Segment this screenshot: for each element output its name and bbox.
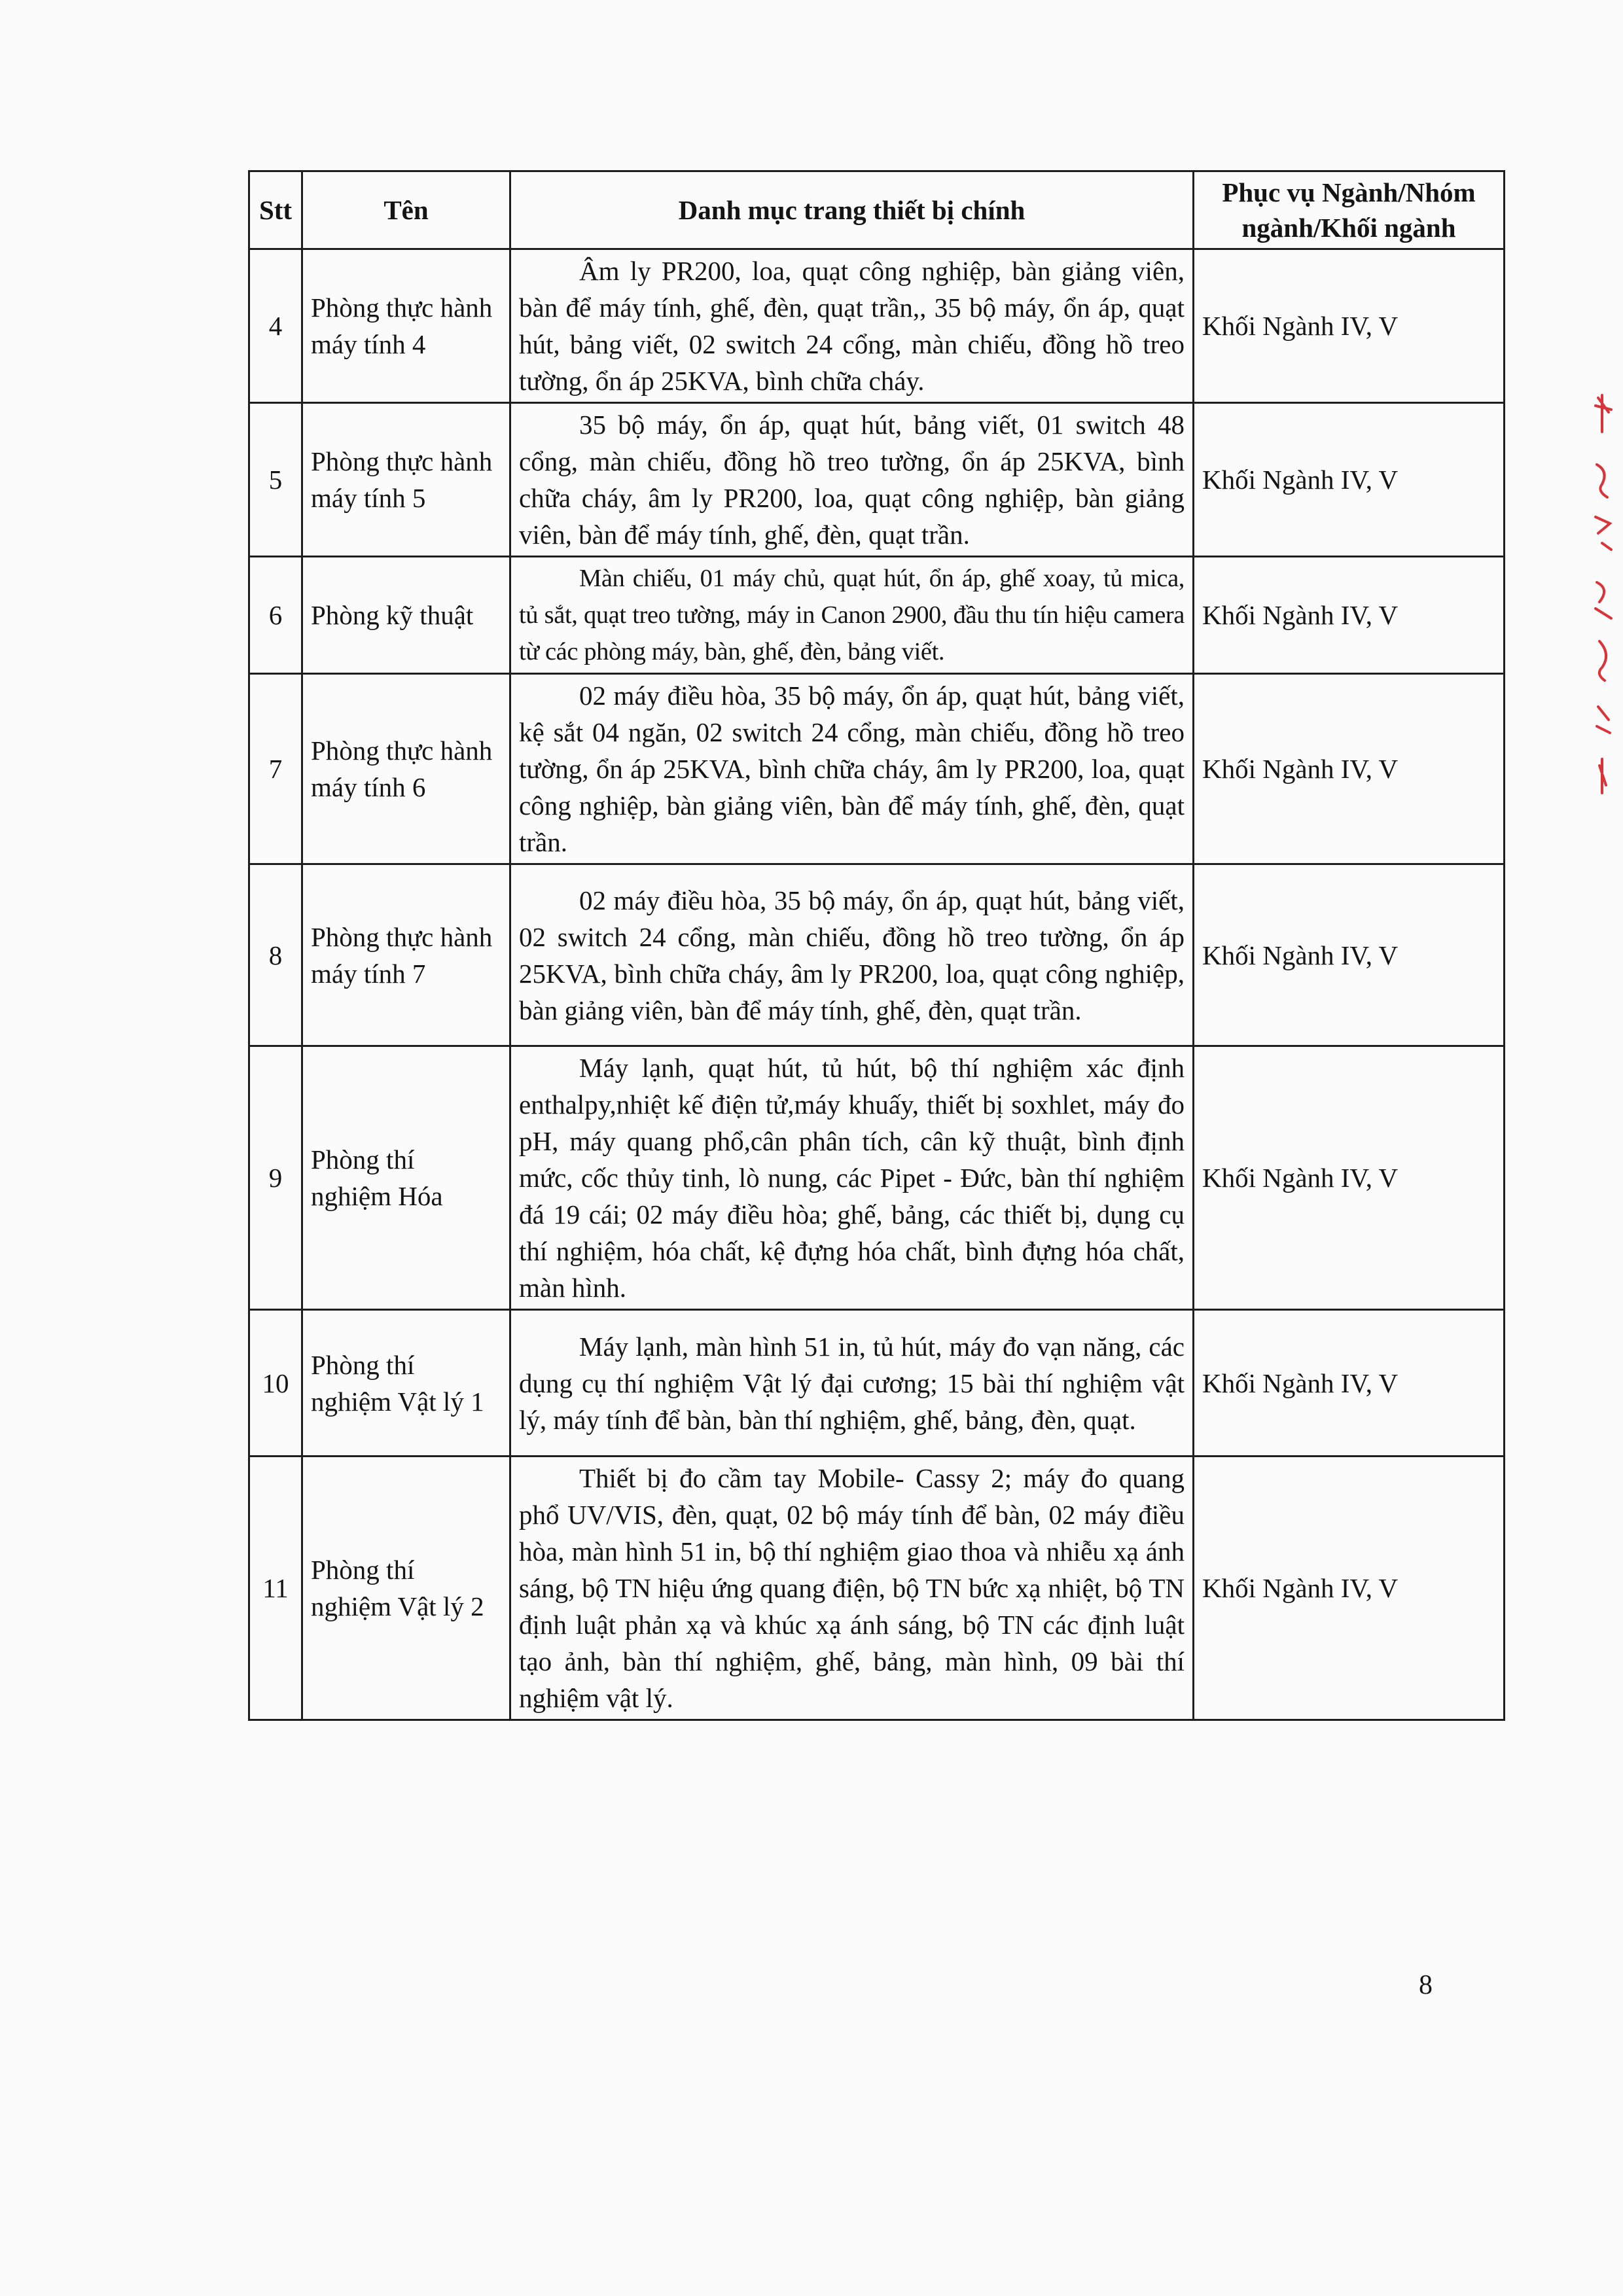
table-header-row: [249, 171, 1505, 249]
row-stt: 6: [249, 557, 302, 674]
handwritten-margin-note: [1582, 393, 1622, 798]
row-name: Phòng thực hành máy tính 7: [302, 864, 510, 1046]
table-row: [249, 1046, 1505, 1310]
row-name: Phòng thí nghiệm Vật lý 2: [302, 1457, 510, 1720]
row-serves: Khối Ngành IV, V: [1194, 864, 1505, 1046]
equipment-table: [248, 170, 1505, 1721]
row-serves: Khối Ngành IV, V: [1194, 674, 1505, 864]
row-stt: 4: [249, 249, 302, 403]
row-name: Phòng thực hành máy tính 6: [302, 674, 510, 864]
row-stt: 9: [249, 1046, 302, 1310]
row-equipment: 35 bộ máy, ổn áp, quạt hút, bảng viết, 01 switch 48 cổng, màn chiếu, đồng hồ treo tường, ổn áp 25KVA, bình chữa cháy, âm ly PR200, loa, quạt công nghiệp, bàn giảng viên, bàn để máy tính, ghế, đèn, quạt trần.: [510, 403, 1194, 557]
row-equipment: Màn chiếu, 01 máy chủ, quạt hút, ổn áp, ghế xoay, tủ mica, tủ sắt, quạt treo tường, máy in Canon 2900, đầu thu tín hiệu camera từ các phòng máy, bàn, ghế, đèn, bảng viết.: [510, 557, 1194, 674]
row-stt: 5: [249, 403, 302, 557]
table-row: [249, 1310, 1505, 1457]
table-row: [249, 864, 1505, 1046]
row-equipment: Máy lạnh, quạt hút, tủ hút, bộ thí nghiệm xác định enthalpy,nhiệt kế điện tử,máy khuấy, thiết bị soxhlet, máy đo pH, máy quang phổ,cân phân tích, cân kỹ thuật, bình định mức, cốc thủy tinh, lò nung, các Pipet - Đức, bàn thí nghiệm đá 19 cái; 02 máy điều hòa; ghế, bảng, các thiết bị, dụng cụ thí nghiệm, hóa chất, kệ đựng hóa chất, bình đựng hóa chất, màn hình.: [510, 1046, 1194, 1310]
header-name: Tên: [302, 171, 510, 249]
row-name: Phòng thí nghiệm Vật lý 1: [302, 1310, 510, 1457]
row-serves: Khối Ngành IV, V: [1194, 249, 1505, 403]
row-equipment: 02 máy điều hòa, 35 bộ máy, ổn áp, quạt hút, bảng viết, 02 switch 24 cổng, màn chiếu, đồng hồ treo tường, ổn áp 25KVA, bình chữa cháy, âm ly PR200, loa, quạt công nghiệp, bàn giảng viên, bàn để máy tính, ghế, đèn, quạt trần.: [510, 864, 1194, 1046]
row-name: Phòng thực hành máy tính 5: [302, 403, 510, 557]
table-row: [249, 557, 1505, 674]
row-stt: 11: [249, 1457, 302, 1720]
header-equipment: Danh mục trang thiết bị chính: [510, 171, 1194, 249]
row-equipment: Thiết bị đo cầm tay Mobile- Cassy 2; máy đo quang phổ UV/VIS, đèn, quạt, 02 bộ máy tính để bàn, 02 máy điều hòa, màn hình 51 in, bộ thí nghiệm giao thoa và nhiễu xạ ánh sáng, bộ TN hiệu ứng quang điện, bộ TN bức xạ nhiệt, bộ TN định luật phản xạ và khúc xạ ánh sáng, bộ TN các định luật tạo ảnh, bàn thí nghiệm, ghế, bảng, màn hình, 09 bài thí nghiệm vật lý.: [510, 1457, 1194, 1720]
row-equipment: Âm ly PR200, loa, quạt công nghiệp, bàn giảng viên, bàn để máy tính, ghế, đèn, quạt trần,, 35 bộ máy, ổn áp, quạt hút, bảng viết, 02 switch 24 cổng, màn chiếu, đồng hồ treo tường, ổn áp 25KVA, bình chữa cháy.: [510, 249, 1194, 403]
row-serves: Khối Ngành IV, V: [1194, 403, 1505, 557]
table-row: [249, 1457, 1505, 1720]
header-serves: Phục vụ Ngành/Nhóm ngành/Khối ngành: [1194, 171, 1505, 249]
row-name: Phòng kỹ thuật: [302, 557, 510, 674]
row-serves: Khối Ngành IV, V: [1194, 557, 1505, 674]
row-stt: 10: [249, 1310, 302, 1457]
table-row: [249, 403, 1505, 557]
row-name: Phòng thực hành máy tính 4: [302, 249, 510, 403]
header-stt: Stt: [249, 171, 302, 249]
row-equipment: 02 máy điều hòa, 35 bộ máy, ổn áp, quạt hút, bảng viết, kệ sắt 04 ngăn, 02 switch 24 cổng, màn chiếu, đồng hồ treo tường, ổn áp 25KVA, bình chữa cháy, âm ly PR200, loa, quạt công nghiệp, bàn giảng viên, bàn để máy tính, ghế, đèn, quạt trần.: [510, 674, 1194, 864]
row-serves: Khối Ngành IV, V: [1194, 1046, 1505, 1310]
row-equipment: Máy lạnh, màn hình 51 in, tủ hút, máy đo vạn năng, các dụng cụ thí nghiệm Vật lý đại cương; 15 bài thí nghiệm vật lý, máy tính để bàn, bàn thí nghiệm, ghế, bảng, đèn, quạt.: [510, 1310, 1194, 1457]
row-stt: 8: [249, 864, 302, 1046]
table-row: [249, 674, 1505, 864]
page-number: 8: [1419, 1970, 1433, 2000]
row-serves: Khối Ngành IV, V: [1194, 1310, 1505, 1457]
row-serves: Khối Ngành IV, V: [1194, 1457, 1505, 1720]
table-row: [249, 249, 1505, 403]
row-stt: 7: [249, 674, 302, 864]
row-name: Phòng thí nghiệm Hóa: [302, 1046, 510, 1310]
